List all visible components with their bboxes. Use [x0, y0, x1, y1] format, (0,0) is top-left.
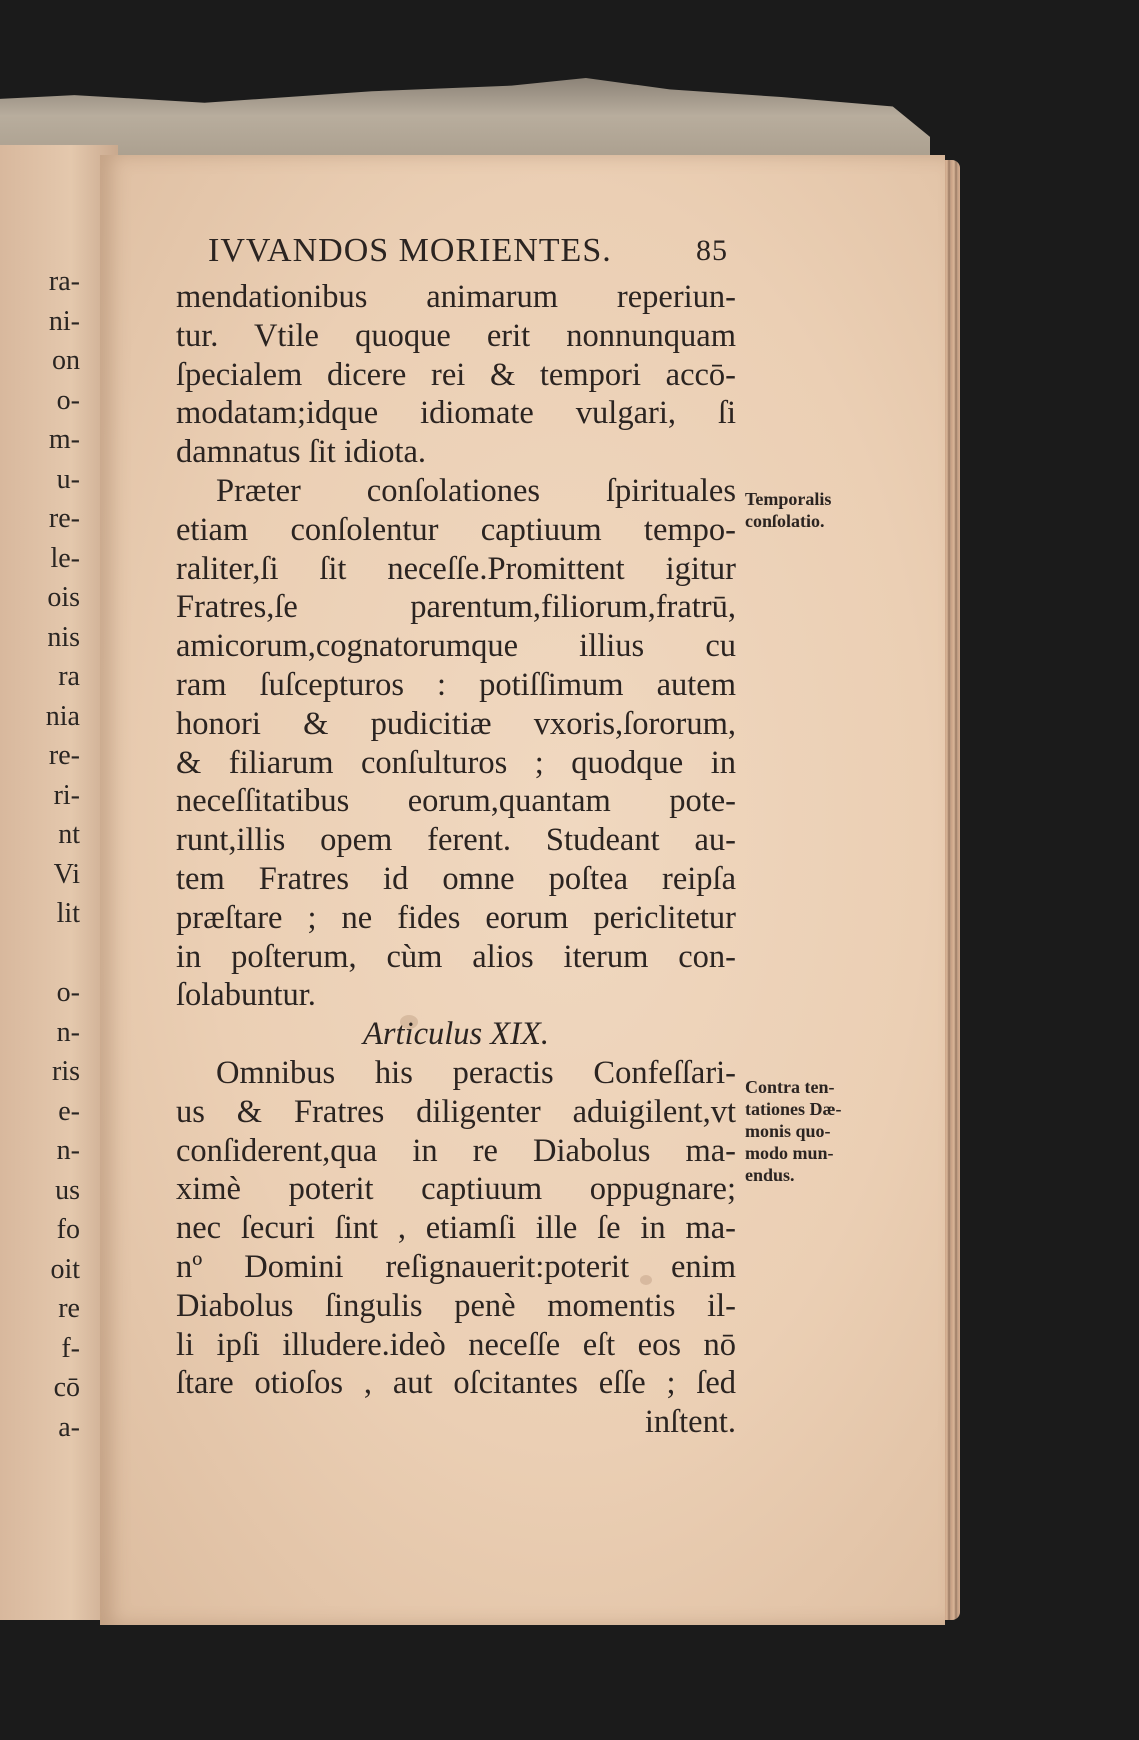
left-fragment: re-	[48, 503, 80, 534]
left-fragment: ris	[52, 1056, 80, 1087]
body-text	[176, 278, 736, 1442]
left-fragment: nis	[47, 621, 80, 653]
left-fragment: re	[58, 1293, 80, 1324]
text-line: neceſſitatibus eorum,quantam pote-	[176, 783, 736, 820]
text-line: runt,illis opem ferent. Studeant au-	[176, 822, 736, 859]
left-fragment: ra	[58, 661, 80, 692]
left-fragment: fo	[56, 1214, 80, 1245]
margin-note-line: Contra ten-	[745, 1077, 835, 1097]
margin-note-line: Temporalis	[745, 489, 832, 509]
left-fragment: on	[52, 345, 80, 376]
left-fragment: u-	[56, 463, 80, 495]
text-line: tur. Vtile quoque erit nonnunquam	[176, 317, 736, 354]
left-fragment: Vi	[53, 858, 80, 890]
text-line: amicorum,cognatorumque illius cu	[176, 628, 736, 665]
catchword: inſtent.	[644, 1404, 736, 1441]
text-line: ximè poterit captiuum oppugnare;	[176, 1171, 736, 1208]
margin-note-contra-tentationes	[745, 1076, 842, 1186]
left-fragment: e-	[58, 1095, 80, 1127]
left-fragment: o-	[56, 384, 80, 416]
left-fragment: us	[55, 1174, 80, 1206]
margin-note-temporalis	[745, 488, 831, 532]
left-fragment: f-	[61, 1332, 80, 1364]
left-fragment: n-	[56, 1016, 80, 1048]
text-line: Præter conſolationes ſpirituales	[216, 472, 736, 509]
text-line: ſpecialem dicere rei & tempori accō-	[176, 356, 736, 393]
left-fragment: le-	[50, 542, 80, 574]
margin-note-line: monis quo-	[745, 1121, 831, 1141]
text-line: etiam conſolentur captiuum tempo-	[176, 511, 736, 548]
left-fragment: ra-	[48, 266, 80, 297]
margin-note-line: tationes Dæ-	[745, 1099, 842, 1119]
text-line: Fratres,ſe parentum,filiorum,fratrū,	[176, 589, 736, 626]
text-line: raliter,ſi ſit neceſſe.Promittent igitur	[176, 550, 736, 587]
text-line: & filiarum conſulturos ; quodque in	[176, 744, 736, 781]
left-fragment: o-	[56, 977, 80, 1008]
margin-note-line: endus.	[745, 1165, 795, 1185]
left-fragment: a-	[58, 1411, 80, 1443]
text-line: ſolabuntur.	[176, 977, 316, 1014]
margin-note-line: conſolatio.	[745, 511, 825, 531]
left-fragment: lit	[56, 898, 80, 929]
text-line: honori & pudicitiæ vxoris,ſororum,	[176, 705, 736, 742]
article-heading: Articulus XIX.	[363, 1016, 549, 1053]
text-line: mendationibus animarum reperiun-	[176, 279, 736, 315]
left-fragment: ni-	[48, 305, 80, 337]
left-page-text-fragments	[0, 262, 80, 1447]
margin-note-line: modo mun-	[745, 1143, 834, 1163]
left-fragment: cō	[53, 1372, 80, 1403]
left-fragment: nt	[58, 819, 80, 850]
left-fragment	[0, 934, 80, 974]
text-line: Diabolus ſingulis penè momentis il-	[176, 1287, 736, 1324]
left-fragment: n-	[56, 1135, 80, 1166]
text-line: Omnibus his peractis Confeſſari-	[216, 1054, 736, 1091]
text-line: in poſterum, cùm alios iterum con-	[176, 938, 736, 975]
text-line: præſtare ; ne fides eorum periclitetur	[176, 899, 736, 936]
text-line: ſtare otioſos , aut oſcitantes eſſe ; ſed	[176, 1365, 736, 1402]
left-fragment: ois	[47, 582, 80, 613]
left-fragment: ri-	[53, 779, 80, 811]
left-fragment: m-	[48, 424, 80, 455]
page-number: 85	[696, 234, 728, 267]
text-line: ram ſuſcepturos : potiſſimum autem	[176, 666, 736, 703]
left-fragment: nia	[45, 700, 80, 732]
text-line: damnatus ſit idiota.	[176, 434, 427, 471]
text-line: us & Fratres diligenter aduigilent,vt	[176, 1093, 736, 1130]
text-line: nº Domini reſignauerit:poterit enim	[176, 1248, 736, 1285]
left-fragment: re-	[48, 740, 80, 771]
text-line: li ipſi illudere.ideò neceſſe eſt eos nō	[176, 1326, 736, 1363]
text-line: conſiderent,qua in re Diabolus ma-	[176, 1132, 736, 1169]
text-line: modatam;idque idiomate vulgari, ſi	[176, 395, 736, 432]
running-header	[208, 232, 728, 276]
header-title: IVVANDOS MORIENTES.	[208, 232, 612, 269]
text-line: nec ſecuri ſint , etiamſi ille ſe in ma-	[176, 1210, 736, 1247]
left-fragment: oit	[50, 1253, 80, 1285]
text-line: tem Fratres id omne poſtea reipſa	[176, 860, 736, 897]
